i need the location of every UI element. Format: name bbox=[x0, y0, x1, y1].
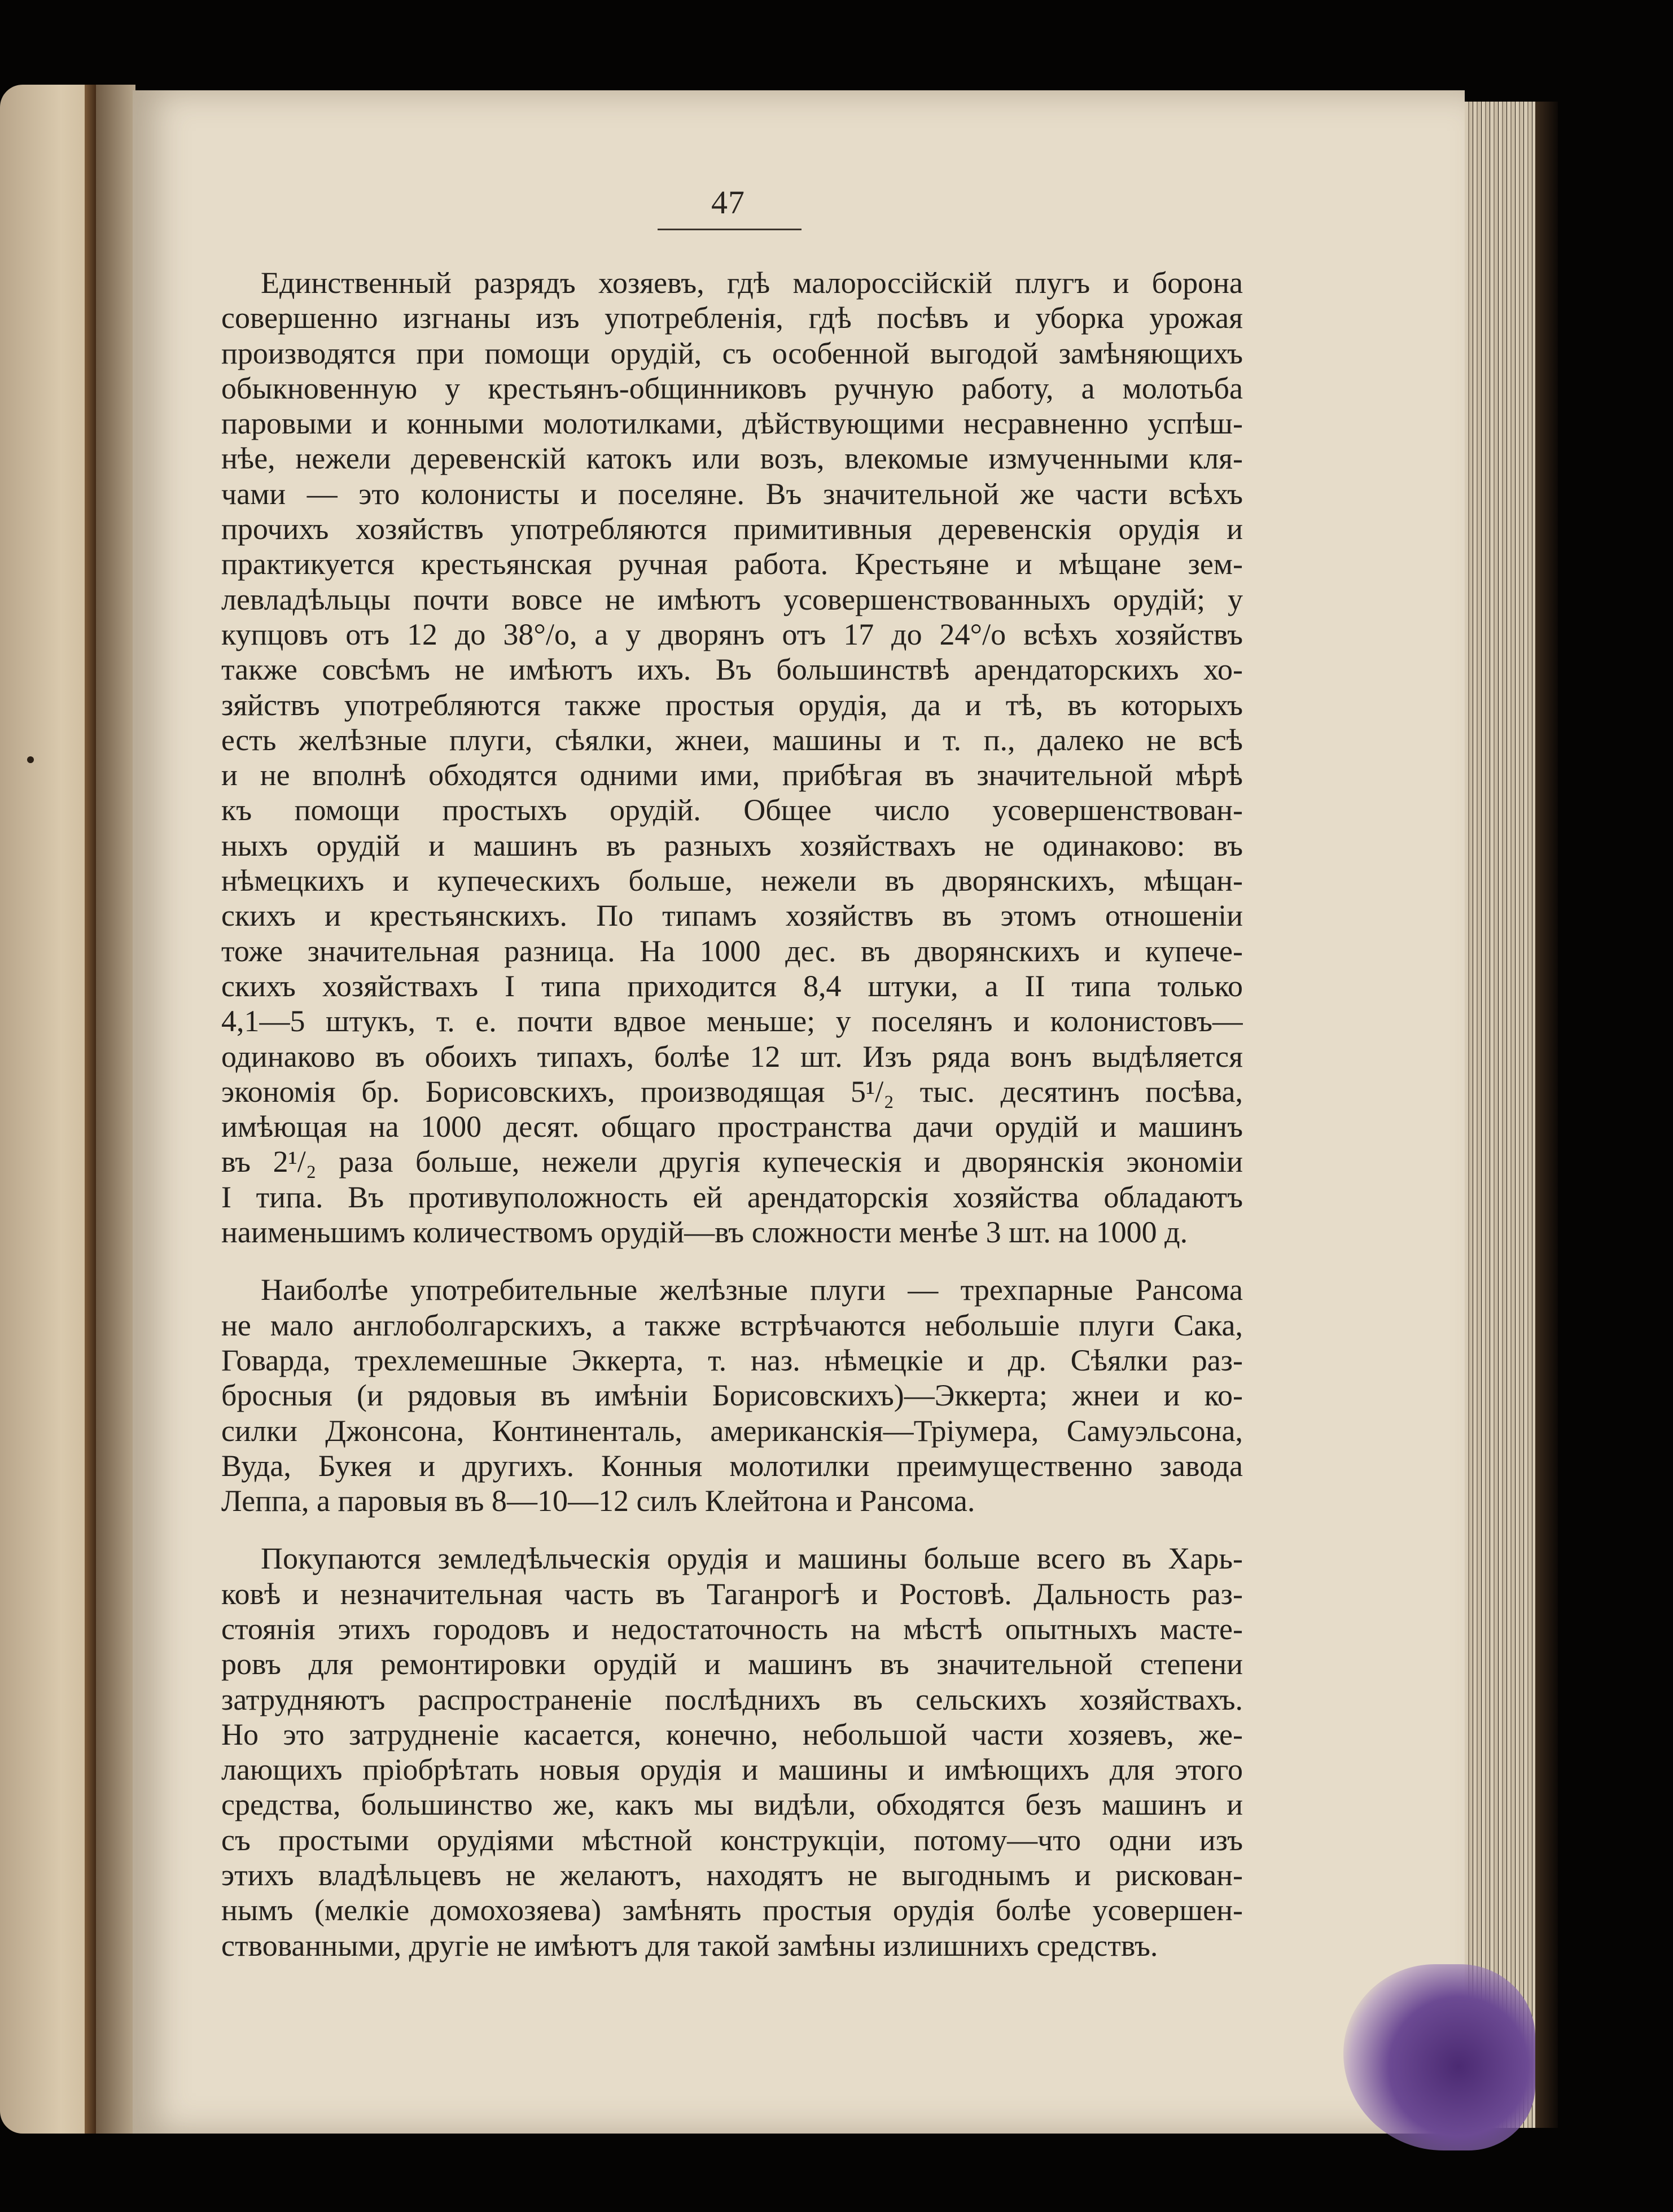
text-line: купцовъ отъ 12 до 38°/о, а у дворянъ отъ 17 до 24°/о всѣхъ хозяйствъ bbox=[221, 617, 1243, 651]
text-line: не мало англоболгарскихъ, а также встрѣчаются небольшіе плуги Сака, bbox=[221, 1308, 1243, 1342]
text-line: затрудняютъ распространеніе послѣднихъ въ сельскихъ хозяйствахъ. bbox=[221, 1682, 1243, 1716]
text-line: наименьшимъ количествомъ орудій—въ сложности менѣе 3 шт. на 1000 д. bbox=[221, 1215, 1188, 1250]
text-line: ковѣ и незначительная часть въ Таганрогѣ и Ростовѣ. Дальность раз- bbox=[221, 1576, 1243, 1611]
body-text bbox=[221, 265, 1243, 1963]
text-line: Единственный разрядъ хозяевъ, гдѣ малороссійскій плугъ и борона bbox=[261, 266, 1243, 300]
text-line: левладѣльцы почти вовсе не имѣютъ усовершенствованныхъ орудій; у bbox=[221, 582, 1243, 616]
text-line: ровъ для ремонтировки орудій и машинъ въ значительной степени bbox=[221, 1647, 1243, 1681]
text-line: практикуется крестьянская ручная работа. Крестьяне и мѣщане зем- bbox=[221, 547, 1243, 581]
text-line: обыкновенную у крестьянъ-общинниковъ ручную работу, а молотьба bbox=[221, 371, 1243, 405]
text-line: тоже значительная разница. На 1000 дес. въ дворянскихъ и купече- bbox=[221, 934, 1243, 968]
text-line: зяйствъ употребляются также простыя орудія, да и тѣ, въ которыхъ bbox=[221, 687, 1243, 722]
text-line: Наиболѣе употребительные желѣзные плуги — трехпарные Рансома bbox=[261, 1273, 1243, 1307]
text-line: ствованными, другіе не имѣютъ для такой замѣны излишнихъ средствъ. bbox=[221, 1928, 1158, 1963]
text-line: чами — это колонисты и поселяне. Въ значительной же части всѣхъ bbox=[221, 476, 1243, 511]
text-line: также совсѣмъ не имѣютъ ихъ. Въ большинствѣ арендаторскихъ хо- bbox=[221, 652, 1243, 687]
text-line: паровыми и конными молотилками, дѣйствующими несравненно успѣш- bbox=[221, 406, 1243, 441]
header-rule bbox=[658, 229, 802, 230]
text-line: I типа. Въ противуположность ей арендаторскія хозяйства обладаютъ bbox=[221, 1180, 1243, 1214]
text-line: средства, большинство же, какъ мы видѣли, обходятся безъ машинъ и bbox=[221, 1788, 1243, 1822]
text-line: совершенно изгнаны изъ употребленія, гдѣ посѣвъ и уборка урожая bbox=[221, 301, 1243, 335]
paragraph bbox=[221, 1272, 1243, 1518]
text-line: имѣющая на 1000 десят. общаго пространства дачи орудій и машинъ bbox=[221, 1110, 1243, 1144]
text-line: экономія бр. Борисовскихъ, производящая 5¹/₂ тыс. десятинъ посѣва, bbox=[221, 1074, 1243, 1109]
text-line: нѣе, нежели деревенскій катокъ или возъ, влекомые измученными кля- bbox=[221, 441, 1243, 476]
text-line: одинаково въ обоихъ типахъ, болѣе 12 шт. Изъ ряда вонъ выдѣляется bbox=[221, 1039, 1243, 1074]
text-line: прочихъ хозяйствъ употребляются примитивныя деревенскія орудія и bbox=[221, 512, 1243, 546]
text-line: скихъ и крестьянскихъ. По типамъ хозяйствъ въ этомъ отношеніи bbox=[221, 899, 1243, 933]
text-line: скихъ хозяйствахъ I типа приходится 8,4 штуки, а II типа только bbox=[221, 969, 1243, 1003]
left-page-mark bbox=[27, 756, 34, 763]
text-line: бросныя (и рядовыя въ имѣніи Борисовскихъ)—Эккерта; жнеи и ко- bbox=[221, 1378, 1243, 1413]
paragraph bbox=[221, 265, 1243, 1250]
text-line: Вуда, Букея и другихъ. Конныя молотилки преимущественно завода bbox=[221, 1448, 1243, 1483]
text-line: Но это затрудненіе касается, конечно, небольшой части хозяевъ, же- bbox=[221, 1717, 1243, 1751]
text-line: и не вполнѣ обходятся одними ими, прибѣгая въ значительной мѣрѣ bbox=[221, 758, 1243, 792]
text-line: въ 2¹/₂ раза больше, нежели другія купеческія и дворянскія экономіи bbox=[221, 1145, 1243, 1179]
text-line: ныхъ орудій и машинъ въ разныхъ хозяйствахъ не одинаково: въ bbox=[221, 828, 1243, 862]
text-line: есть желѣзные плуги, сѣялки, жнеи, машины и т. п., далеко не всѣ bbox=[221, 722, 1243, 757]
text-line: Леппа, а паровыя въ 8—10—12 силъ Клейтона и Рансома. bbox=[221, 1484, 975, 1518]
binding-edge bbox=[85, 85, 97, 2134]
text-line: лающихъ пріобрѣтать новыя орудія и машины и имѣющихъ для этого bbox=[221, 1753, 1243, 1787]
text-line: 4,1—5 штукъ, т. е. почти вдвое меньше; у поселянъ и колонистовъ— bbox=[221, 1004, 1243, 1039]
text-line: силки Джонсона, Континенталь, американскія—Тріумера, Самуэльсона, bbox=[221, 1413, 1243, 1448]
text-line: нѣмецкихъ и купеческихъ больше, нежели въ дворянскихъ, мѣщан- bbox=[221, 864, 1243, 898]
text-line: нымъ (мелкіе домохозяева) замѣнять простыя орудія болѣе усовершен- bbox=[221, 1893, 1243, 1928]
text-line: Покупаются земледѣльческія орудія и машины больше всего въ Харь- bbox=[261, 1541, 1243, 1576]
page-number: 47 bbox=[711, 184, 745, 221]
text-line: производятся при помощи орудій, съ особенной выгодой замѣняющихъ bbox=[221, 336, 1243, 370]
text-line: этихъ владѣльцевъ не желаютъ, находятъ не выгоднымъ и рискован- bbox=[221, 1858, 1243, 1893]
text-line: къ помощи простыхъ орудій. Общее число усовершенствован- bbox=[221, 793, 1243, 827]
cover-edge bbox=[1535, 102, 1558, 2128]
page-gutter bbox=[96, 85, 135, 2134]
text-line: съ простыми орудіями мѣстной конструкціи, потому—что одни изъ bbox=[221, 1823, 1243, 1857]
page-stack-edges bbox=[1465, 102, 1538, 2128]
text-line: стоянія этихъ городовъ и недостаточность на мѣстѣ опытныхъ масте- bbox=[221, 1611, 1243, 1646]
paragraph bbox=[221, 1541, 1243, 1963]
text-line: Говарда, трехлемешные Эккерта, т. наз. нѣмецкіе и др. Сѣялки раз- bbox=[221, 1343, 1243, 1377]
